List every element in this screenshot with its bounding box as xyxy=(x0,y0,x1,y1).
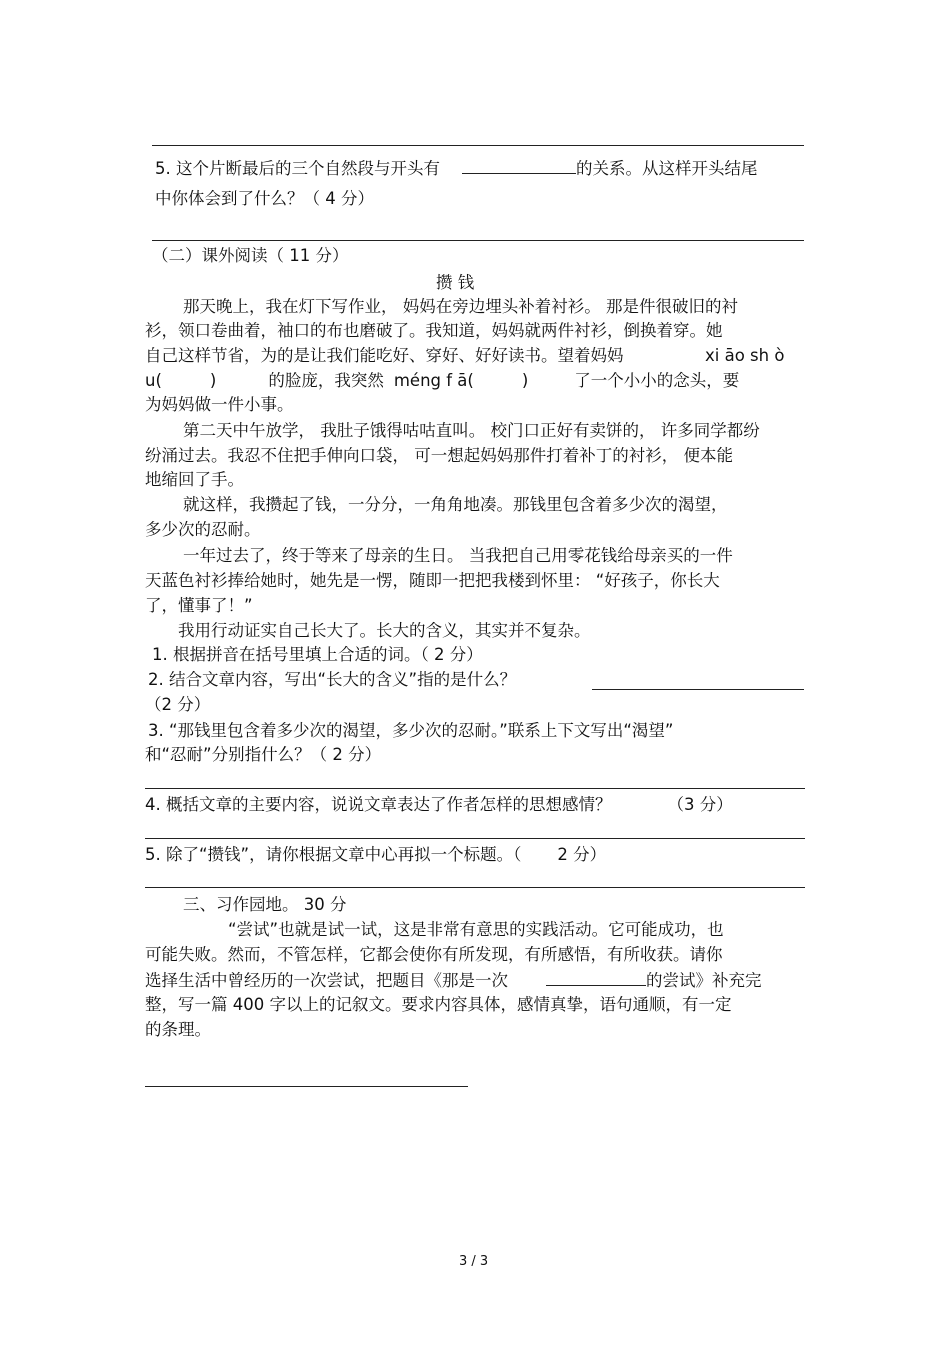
answer-line xyxy=(152,240,804,241)
essay-prompt-line xyxy=(145,970,762,991)
passage-line: 了，懂事了！” xyxy=(145,596,253,615)
passage-line: 就这样，我攒起了钱，一分分，一角角地凑。那钱里包含着多少次的渴望， xyxy=(183,495,728,514)
paren-close: ) xyxy=(521,371,529,390)
passage-line: 为妈妈做一件小事。 xyxy=(145,395,294,414)
question-5-text-cont: 的关系。从这样开头结尾 xyxy=(576,159,758,178)
passage-line: 多少次的忍耐。 xyxy=(145,520,261,539)
question-2: 2. 结合文章内容，写出“长大的含义”指的是什么？ xyxy=(148,670,517,689)
passage-line: 天蓝色衬衫捧给她时，她先是一愣，随即一把把我楼到怀里： “好孩子，你长大 xyxy=(145,571,720,590)
passage-line: 第二天中午放学， 我肚子饿得咕咕直叫。 校门口正好有卖饼的， 许多同学都纷 xyxy=(183,421,760,440)
question-4-score: （3 分） xyxy=(667,795,733,814)
passage-line: 一年过去了，终于等来了母亲的生日。 当我把自己用零花钱给母亲买的一件 xyxy=(183,546,733,565)
essay-prompt-line: 的条理。 xyxy=(145,1020,211,1039)
essay-prompt-line: 整，写一篇 400 字以上的记叙文。要求内容具体，感情真挚，语句通顺，有一定 xyxy=(145,995,732,1014)
answer-line[interactable] xyxy=(145,838,805,839)
page-number: 3 / 3 xyxy=(459,1254,489,1269)
section-3-heading: 三、习作园地。 30 分 xyxy=(183,895,347,914)
passage-line: 衫，领口卷曲着，袖口的布也磨破了。我知道，妈妈就两件衬衫，倒换着穿。她 xyxy=(145,321,723,340)
essay-prompt-line: 可能失败。然而，不管怎样，它都会使你有所发现，有所感悟，有所收获。请你 xyxy=(145,945,723,964)
pinyin-prompt-1: xi āo sh ò xyxy=(705,346,785,365)
passage-text: 了一个小小的念头，要 xyxy=(574,371,740,390)
question-5-line1 xyxy=(155,158,758,179)
fill-blank[interactable] xyxy=(462,158,576,174)
passage-line: 地缩回了手。 xyxy=(145,470,244,489)
question-1: 1. 根据拼音在括号里填上合适的词。（ 2 分） xyxy=(152,645,483,664)
passage-line: 我用行动证实自己长大了。长大的含义，其实并不复杂。 xyxy=(178,621,591,640)
answer-line xyxy=(152,145,804,146)
passage-line: 纷涌过去。我忍不住把手伸向口袋， 可一想起妈妈那件打着补丁的衬衫， 便本能 xyxy=(145,446,733,465)
passage-text: 的脸庞，我突然 xyxy=(268,371,384,390)
question-4-text: 4. 概括文章的主要内容，说说文章表达了作者怎样的思想感情？ xyxy=(145,795,612,814)
essay-prompt-line: “尝试”也就是试一试，这是非常有意思的实践活动。它可能成功，也 xyxy=(228,920,724,939)
question-5 xyxy=(145,845,606,865)
footnote-divider xyxy=(145,1086,468,1087)
paren-close: ) xyxy=(209,371,217,390)
question-2-score: （2 分） xyxy=(145,695,211,714)
answer-line[interactable] xyxy=(145,887,805,888)
passage-title: 攒 钱 xyxy=(436,273,475,292)
pinyin-prompt-2: méng f ā( xyxy=(393,371,474,390)
passage-line: 自己这样节省，为的是让我们能吃好、穿好、好好读书。望着妈妈 xyxy=(145,346,624,365)
essay-prompt-text: 选择生活中曾经历的一次尝试，把题目《那是一次 xyxy=(145,971,508,990)
answer-line[interactable] xyxy=(592,689,804,690)
title-fill-blank[interactable] xyxy=(546,970,646,986)
answer-line[interactable] xyxy=(145,788,805,789)
paren-open: u( xyxy=(145,371,162,390)
essay-prompt-text: 的尝试》补充完 xyxy=(646,971,762,990)
passage-line: 那天晚上，我在灯下写作业， 妈妈在旁边埋头补着衬衫。 那是件很破旧的衬 xyxy=(183,297,738,316)
question-5-score: 2 分） xyxy=(557,845,607,864)
section-2-heading: （二）课外阅读（ 11 分） xyxy=(152,246,349,265)
question-5-line2: 中你体会到了什么？（ 4 分） xyxy=(155,189,374,208)
question-3: 3. “那钱里包含着多少次的渴望，多少次的忍耐。”联系上下文写出“渴望” xyxy=(148,721,674,740)
question-4 xyxy=(145,795,733,815)
passage-line-with-blanks xyxy=(145,371,739,391)
question-3-cont: 和“忍耐”分别指什么？（ 2 分） xyxy=(145,745,382,764)
question-5-text: 5. 这个片断最后的三个自然段与开头有 xyxy=(155,159,440,178)
question-5-text: 5. 除了“攒钱”，请你根据文章中心再拟一个标题。（ xyxy=(145,845,522,864)
